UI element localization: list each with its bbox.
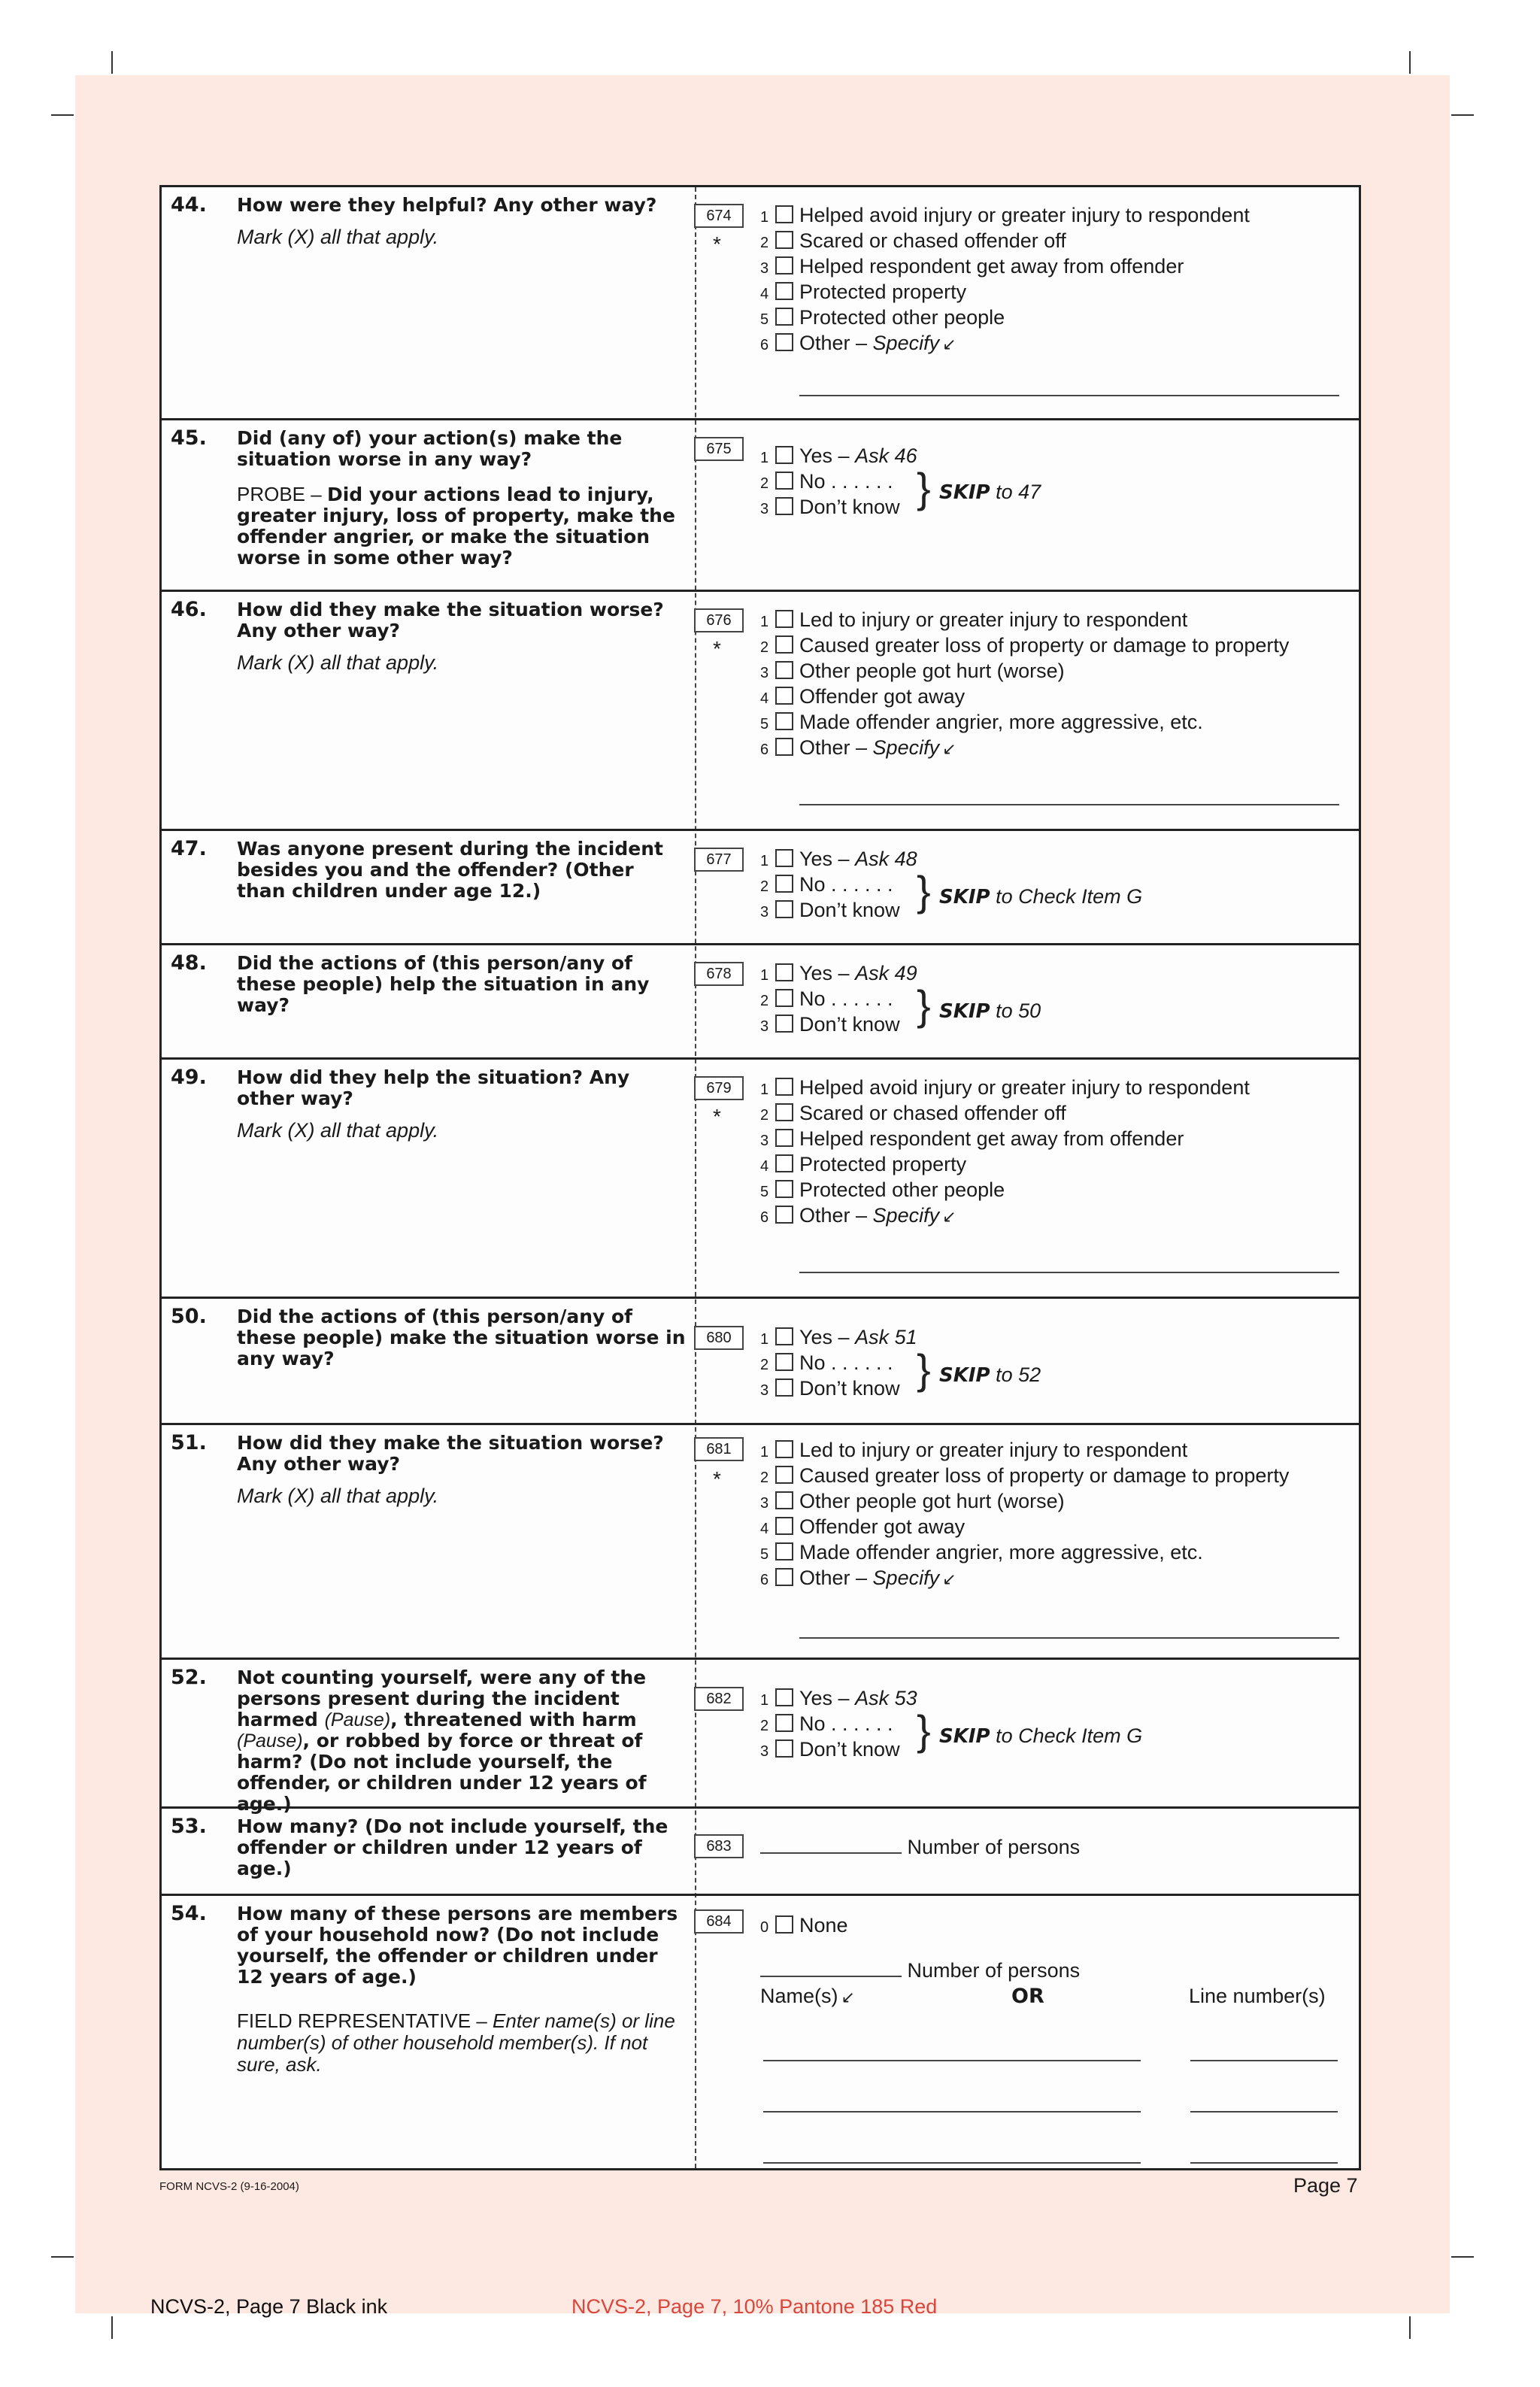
arrow-icon: ↙ <box>942 1570 956 1588</box>
item-code: 684 <box>694 1909 744 1934</box>
brace-icon: } <box>917 464 931 511</box>
checkbox[interactable] <box>775 1542 793 1560</box>
checkbox[interactable] <box>775 1915 793 1934</box>
arrow-icon: ↙ <box>942 1207 956 1226</box>
answer-options <box>760 443 917 520</box>
checkbox[interactable] <box>775 1379 793 1397</box>
checkbox[interactable] <box>775 875 793 893</box>
checkbox[interactable] <box>775 963 793 981</box>
arrow-icon: ↙ <box>841 1988 855 2006</box>
item-code: 676 <box>694 608 744 632</box>
option-dont-know: 3 Don’t know <box>760 1738 900 1761</box>
option-no: 2 No . . . . . . <box>760 987 893 1010</box>
question-48 <box>162 945 1359 1060</box>
crop-mark <box>111 51 113 74</box>
question-number: 44. <box>171 193 207 217</box>
brace-icon: } <box>917 867 931 914</box>
names-label: Name(s) ↙ <box>760 1985 855 2007</box>
answer-field: Number of persons <box>760 1834 1080 1860</box>
asterisk: * <box>713 1105 721 1128</box>
answer-options <box>760 202 1250 356</box>
print-note-black: NCVS-2, Page 7 Black ink <box>150 2295 388 2318</box>
instruction: Mark (X) all that apply. <box>237 651 439 674</box>
option-no: 2 No . . . . . . <box>760 470 893 493</box>
checkbox[interactable] <box>775 1154 793 1172</box>
skip-instruction: SKIP to 52 <box>939 1363 1041 1387</box>
crop-mark <box>51 2256 74 2258</box>
option-no: 2 No . . . . . . <box>760 1351 893 1374</box>
checkbox[interactable] <box>775 1688 793 1706</box>
question-number: 51. <box>171 1431 207 1454</box>
name-line[interactable] <box>763 2060 1141 2061</box>
question-50 <box>162 1299 1359 1425</box>
question-number: 45. <box>171 426 207 450</box>
option-other: 6 Other – Specify ↙ <box>760 332 956 354</box>
checkbox[interactable] <box>775 497 793 515</box>
brace-icon: } <box>917 981 931 1029</box>
questionnaire-form <box>159 185 1361 2170</box>
asterisk: * <box>713 232 721 256</box>
checkbox[interactable] <box>775 256 793 274</box>
checkbox[interactable] <box>775 635 793 654</box>
checkbox[interactable] <box>775 282 793 300</box>
option: 3 Other people got hurt (worse) <box>760 660 1065 682</box>
specify-line[interactable] <box>799 1637 1339 1639</box>
checkbox[interactable] <box>775 446 793 464</box>
brace-icon: } <box>917 1706 931 1754</box>
option-no: 2 No . . . . . . <box>760 1712 893 1735</box>
question-text: How many of these persons are members of your household now? (Do not include yourself, the offender or children under 12 years of age.) FIELD REPRESENTATIVE – Enter name(s) or line number(s) of other household member(s). If not sure, ask. <box>237 1903 688 2076</box>
answer-options <box>760 1324 917 1401</box>
question-47 <box>162 831 1359 945</box>
option: 2 Scared or chased offender off <box>760 1102 1066 1124</box>
skip-instruction: SKIP to 47 <box>939 481 1041 504</box>
option: 4 Protected property <box>760 1153 967 1175</box>
asterisk: * <box>713 637 721 660</box>
item-code: 683 <box>694 1834 744 1858</box>
item-code: 678 <box>694 962 744 986</box>
crop-mark <box>1409 51 1411 74</box>
item-code: 674 <box>694 204 744 228</box>
question-text: How were they helpful? Any other way? Mark (X) all that apply. <box>237 195 688 247</box>
arrow-icon: ↙ <box>942 335 956 353</box>
option-other: 6 Other – Specify ↙ <box>760 736 956 759</box>
question-number: 49. <box>171 1066 207 1089</box>
checkbox[interactable] <box>775 989 793 1007</box>
option: 3 Other people got hurt (worse) <box>760 1490 1065 1512</box>
option-no: 2 No . . . . . . <box>760 873 893 896</box>
option-yes: 1 Yes – Ask 51 <box>760 1326 917 1348</box>
checkbox[interactable] <box>775 231 793 249</box>
count-input[interactable] <box>760 1852 902 1854</box>
question-number: 52. <box>171 1666 207 1689</box>
checkbox[interactable] <box>775 712 793 730</box>
question-46 <box>162 592 1359 831</box>
checkbox[interactable] <box>775 1103 793 1121</box>
option: 4 Protected property <box>760 281 967 303</box>
question-number: 50. <box>171 1305 207 1328</box>
checkbox[interactable] <box>775 205 793 223</box>
item-code: 681 <box>694 1437 744 1461</box>
option: 2 Caused greater loss of property or damage to property <box>760 634 1290 657</box>
crop-mark <box>1451 2256 1474 2258</box>
answer-options <box>760 846 917 923</box>
question-52 <box>162 1660 1359 1815</box>
question-number: 54. <box>171 1902 207 1925</box>
question-number: 53. <box>171 1815 207 1838</box>
question-text: Was anyone present during the incident besides you and the offender? (Other than children under age 12.) <box>237 838 663 902</box>
print-note-red: NCVS-2, Page 7, 10% Pantone 185 Red <box>571 2295 938 2318</box>
option: 5 Protected other people <box>760 306 1005 329</box>
question-53 <box>162 1809 1359 1896</box>
item-code: 675 <box>694 437 744 461</box>
option-dont-know: 3 Don’t know <box>760 1013 900 1036</box>
question-44 <box>162 187 1359 420</box>
checkbox[interactable] <box>775 900 793 918</box>
question-text: How did they make the situation worse? Any other way? Mark (X) all that apply. <box>237 599 688 673</box>
question-text: How many? (Do not include yourself, the offender or children under 12 years of age.) <box>237 1815 668 1879</box>
question-number: 48. <box>171 951 207 975</box>
option: 3 Helped respondent get away from offender <box>760 255 1184 278</box>
option: 1 Helped avoid injury or greater injury to respondent <box>760 1076 1250 1099</box>
name-line[interactable] <box>763 2111 1141 2113</box>
option: 2 Scared or chased offender off <box>760 229 1066 252</box>
checkbox[interactable] <box>775 1327 793 1345</box>
question-text: How did they help the situation? Any other way? Mark (X) all that apply. <box>237 1067 688 1141</box>
question-text: Did the actions of (this person/any of these people) help the situation in any way? <box>237 952 650 1016</box>
arrow-icon: ↙ <box>942 739 956 758</box>
option: 1 Led to injury or greater injury to respondent <box>760 608 1188 631</box>
line-numbers-label: Line number(s) <box>1189 1985 1326 2007</box>
checkbox[interactable] <box>775 849 793 867</box>
line-number-line[interactable] <box>1190 2111 1338 2113</box>
option-yes: 1 Yes – Ask 53 <box>760 1687 917 1709</box>
count-input[interactable] <box>760 1976 902 1977</box>
checkbox[interactable] <box>775 1180 793 1198</box>
question-number: 47. <box>171 837 207 860</box>
instruction: Mark (X) all that apply. <box>237 226 439 248</box>
asterisk: * <box>713 1467 721 1491</box>
option-dont-know: 3 Don’t know <box>760 1377 900 1400</box>
option: 3 Helped respondent get away from offender <box>760 1127 1184 1150</box>
instruction: Mark (X) all that apply. <box>237 1119 439 1142</box>
question-number: 46. <box>171 598 207 621</box>
option: 4 Offender got away <box>760 1515 966 1538</box>
option-other: 6 Other – Specify ↙ <box>760 1204 956 1227</box>
item-code: 682 <box>694 1687 744 1711</box>
crop-mark <box>1409 2316 1411 2339</box>
option: 2 Caused greater loss of property or damage to property <box>760 1464 1290 1487</box>
option: 1 Led to injury or greater injury to respondent <box>760 1439 1188 1461</box>
checkbox[interactable] <box>775 1353 793 1371</box>
question-text: Did (any of) your action(s) make the situation worse in any way? PROBE – Did your actions lead to injury, greater injury, loss of property, make the offender angrier, or make the situation worse in some other way? <box>237 428 688 569</box>
option: 1 Helped avoid injury or greater injury to respondent <box>760 204 1250 226</box>
count-row: Number of persons <box>760 1958 1080 1983</box>
probe: PROBE – Did your actions lead to injury, greater injury, loss of property, make the offender angrier, or make the situation worse in some other way? <box>237 483 675 569</box>
option: 5 Made offender angrier, more aggressive, etc. <box>760 1541 1203 1564</box>
checkbox[interactable] <box>775 610 793 628</box>
option-yes: 1 Yes – Ask 46 <box>760 444 917 467</box>
crop-mark <box>51 114 74 116</box>
line-number-line[interactable] <box>1190 2162 1338 2164</box>
specify-line[interactable] <box>799 1272 1339 1273</box>
checkbox[interactable] <box>775 1015 793 1033</box>
checkbox[interactable] <box>775 661 793 679</box>
or-label: OR <box>1011 1985 1044 2008</box>
question-49 <box>162 1060 1359 1299</box>
checkbox[interactable] <box>775 308 793 326</box>
answer-options <box>760 960 917 1037</box>
question-text: Not counting yourself, were any of the persons present during the incident harmed (Pause), threatened with harm (Pause), or robbed by force or threat of harm? (Do not include yourself, the offender, or children under 12 years of age.) <box>237 1667 647 1815</box>
checkbox[interactable] <box>775 1078 793 1096</box>
checkbox[interactable] <box>775 687 793 705</box>
name-line[interactable] <box>763 2162 1141 2164</box>
skip-instruction: SKIP to Check Item G <box>939 1724 1143 1748</box>
checkbox[interactable] <box>775 1491 793 1509</box>
item-code: 679 <box>694 1076 744 1100</box>
checkbox[interactable] <box>775 738 793 756</box>
crop-mark <box>111 2316 113 2339</box>
checkbox[interactable] <box>775 1129 793 1147</box>
field-rep-instruction: FIELD REPRESENTATIVE – Enter name(s) or line number(s) of other household member(s). If not sure, ask. <box>237 2009 675 2076</box>
checkbox[interactable] <box>775 1568 793 1586</box>
checkbox[interactable] <box>775 1440 793 1458</box>
question-45 <box>162 420 1359 592</box>
answer-options <box>760 1685 917 1762</box>
crop-mark <box>1451 114 1474 116</box>
skip-instruction: SKIP to Check Item G <box>939 885 1143 908</box>
answer-options <box>760 1912 1080 1983</box>
option: 4 Offender got away <box>760 685 966 708</box>
checkbox[interactable] <box>775 1739 793 1758</box>
option-yes: 1 Yes – Ask 48 <box>760 848 917 870</box>
question-54 <box>162 1896 1359 2168</box>
question-text: How did they make the situation worse? Any other way? Mark (X) all that apply. <box>237 1433 688 1506</box>
skip-instruction: SKIP to 50 <box>939 999 1041 1023</box>
option-yes: 1 Yes – Ask 49 <box>760 962 917 984</box>
page-number: Page 7 <box>1293 2174 1358 2197</box>
answer-options <box>760 1437 1289 1591</box>
form-id: FORM NCVS-2 (9-16-2004) <box>159 2180 299 2193</box>
answer-options <box>760 607 1289 760</box>
question-51 <box>162 1425 1359 1660</box>
instruction: Mark (X) all that apply. <box>237 1485 439 1507</box>
answer-options <box>760 1075 1250 1228</box>
option: 5 Made offender angrier, more aggressive, etc. <box>760 711 1203 733</box>
option-none: 0 None <box>760 1914 848 1937</box>
question-text: Did the actions of (this person/any of these people) make the situation worse in any way? <box>237 1306 686 1369</box>
option-dont-know: 3 Don’t know <box>760 496 900 518</box>
checkbox[interactable] <box>775 333 793 351</box>
option: 5 Protected other people <box>760 1178 1005 1201</box>
specify-line[interactable] <box>799 804 1339 805</box>
checkbox[interactable] <box>775 472 793 490</box>
option-other: 6 Other – Specify ↙ <box>760 1567 956 1589</box>
line-number-line[interactable] <box>1190 2060 1338 2061</box>
specify-line[interactable] <box>799 395 1339 396</box>
checkbox[interactable] <box>775 1714 793 1732</box>
checkbox[interactable] <box>775 1466 793 1484</box>
item-code: 677 <box>694 848 744 872</box>
option-dont-know: 3 Don’t know <box>760 899 900 921</box>
checkbox[interactable] <box>775 1206 793 1224</box>
brace-icon: } <box>917 1345 931 1393</box>
checkbox[interactable] <box>775 1517 793 1535</box>
item-code: 680 <box>694 1326 744 1350</box>
